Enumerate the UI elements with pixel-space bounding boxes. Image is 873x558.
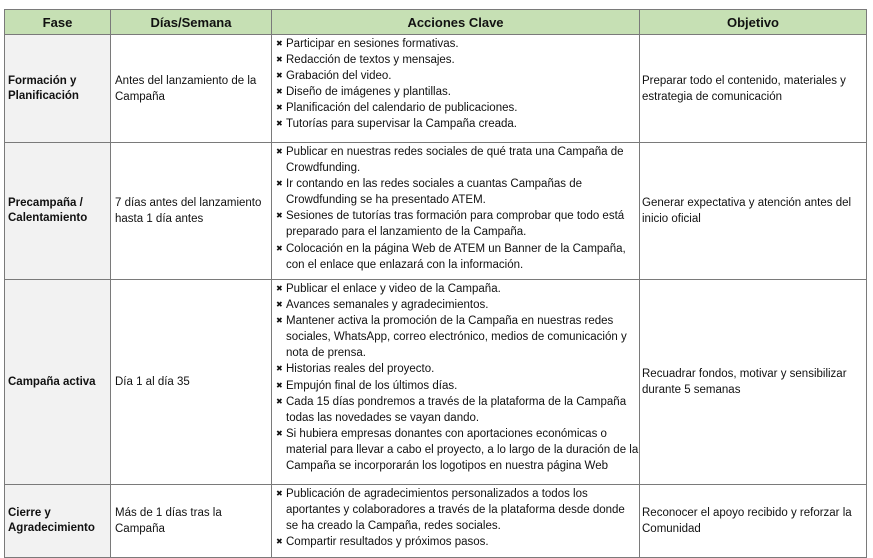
bullet-x-icon: ✖ [276,364,283,374]
accion-text: Planificación del calendario de publicaciones. [286,102,518,115]
header-objetivo: Objetivo [640,10,867,35]
bullet-x-icon: ✖ [276,147,283,156]
bullet-x-icon: ✖ [276,316,283,326]
accion-text: Publicar el enlace y video de la Campaña. [286,283,501,295]
bullet-x-icon: ✖ [276,300,283,310]
bullet-x-icon: ✖ [276,537,283,547]
dias-cell: Día 1 al día 35 [111,280,272,485]
accion-item [276,486,639,534]
table-row [5,35,867,143]
accion-item [276,281,639,297]
accion-item [276,176,639,208]
accion-item [276,361,639,377]
accion-item [276,297,639,313]
bullet-x-icon: ✖ [276,211,283,221]
bullet-x-icon: ✖ [276,87,283,97]
fase-cell: Cierre y Agradecimiento [5,485,111,558]
accion-item [276,100,639,116]
accion-item [276,84,639,100]
objetivo-cell: Reconocer el apoyo recibido y reforzar la Comunidad [640,485,867,558]
accion-item [276,68,639,84]
accion-text: Ir contando en las redes sociales a cuantas Campañas de Crowdfunding se ha presentado ATEM. [286,178,582,207]
accion-text: Grabación del video. [286,70,392,83]
accion-text: Avances semanales y agradecimientos. [286,299,489,312]
dias-cell: 7 días antes del lanzamiento hasta 1 día antes [111,143,272,280]
bullet-x-icon: ✖ [276,103,283,113]
bullet-x-icon: ✖ [276,380,283,390]
bullet-x-icon: ✖ [276,39,283,48]
acciones-cell [272,35,640,143]
objetivo-cell: Generar expectativa y atención antes del inicio oficial [640,143,867,280]
table-row [5,143,867,280]
accion-text: Publicación de agradecimientos personalizados a todos los aportantes y colaboradores a través de la plataforma desde donde se ha creado la Campaña, redes sociales. [286,488,625,533]
accion-item [276,116,639,132]
header-dias-semana: Días/Semana [111,10,272,35]
dias-cell: Antes del lanzamiento de la Campaña [111,35,272,143]
bullet-x-icon: ✖ [276,55,283,65]
accion-item [276,313,639,361]
bullet-x-icon: ✖ [276,119,283,129]
accion-text: Colocación en la página Web de ATEM un Banner de la Campaña, con el enlace que enlazará con la información. [286,242,626,271]
acciones-list [276,486,639,550]
accion-item [276,426,639,474]
bullet-x-icon: ✖ [276,71,283,81]
fase-cell: Precampaña / Calentamiento [5,143,111,280]
accion-text: Sesiones de tutorías tras formación para comprobar que todo está preparado para el lanzamiento de la Campaña. [286,210,625,239]
accion-item [276,144,639,176]
campaign-phases-table [4,9,867,558]
header-fase: Fase [5,10,111,35]
accion-text: Diseño de imágenes y plantillas. [286,86,451,99]
bullet-x-icon: ✖ [276,396,283,406]
accion-item [276,52,639,68]
fase-cell: Campaña activa [5,280,111,485]
header-row [5,10,867,35]
acciones-list [276,281,639,474]
header-acciones-clave: Acciones Clave [272,10,640,35]
accion-text: Empujón final de los últimos días. [286,379,458,392]
accion-text: Tutorías para supervisar la Campaña creada. [286,118,517,131]
accion-item [276,36,639,52]
accion-item [276,394,639,426]
accion-text: Cada 15 días pondremos a través de la plataforma de la Campaña todas las novedades se vayan dando. [286,395,627,424]
accion-item [276,241,639,273]
bullet-x-icon: ✖ [276,428,283,438]
objetivo-cell: Preparar todo el contenido, materiales y estrategia de comunicación [640,35,867,143]
accion-text: Si hubiera empresas donantes con aportaciones económicas o material para llevar a cabo el proyecto, a lo largo de la duración de la Campaña se incorporarán los logotipos en nuestra página Web [286,427,639,473]
accion-item [276,534,639,550]
bullet-x-icon: ✖ [276,284,283,293]
objetivo-cell: Recuadrar fondos, motivar y sensibilizar durante 5 semanas [640,280,867,485]
dias-cell: Más de 1 días tras la Campaña [111,485,272,558]
accion-text: Compartir resultados y próximos pasos. [286,536,489,549]
accion-text: Historias reales del proyecto. [286,363,435,376]
accion-text: Mantener activa la promoción de la Campaña en nuestras redes sociales, WhatsApp, correo electrónico, medios de comunicación y nota de prensa. [286,315,627,360]
accion-text: Publicar en nuestras redes sociales de qué trata una Campaña de Crowdfunding. [286,146,624,175]
acciones-cell [272,143,640,280]
accion-item [276,378,639,394]
acciones-list [276,36,639,133]
table-row [5,280,867,485]
accion-text: Participar en sesiones formativas. [286,38,459,50]
bullet-x-icon: ✖ [276,179,283,189]
bullet-x-icon: ✖ [276,243,283,253]
acciones-cell [272,485,640,558]
acciones-cell [272,280,640,485]
table-row [5,485,867,558]
fase-cell: Formación y Planificación [5,35,111,143]
acciones-list [276,144,639,273]
accion-text: Redacción de textos y mensajes. [286,54,455,67]
bullet-x-icon: ✖ [276,489,283,498]
accion-item [276,208,639,240]
